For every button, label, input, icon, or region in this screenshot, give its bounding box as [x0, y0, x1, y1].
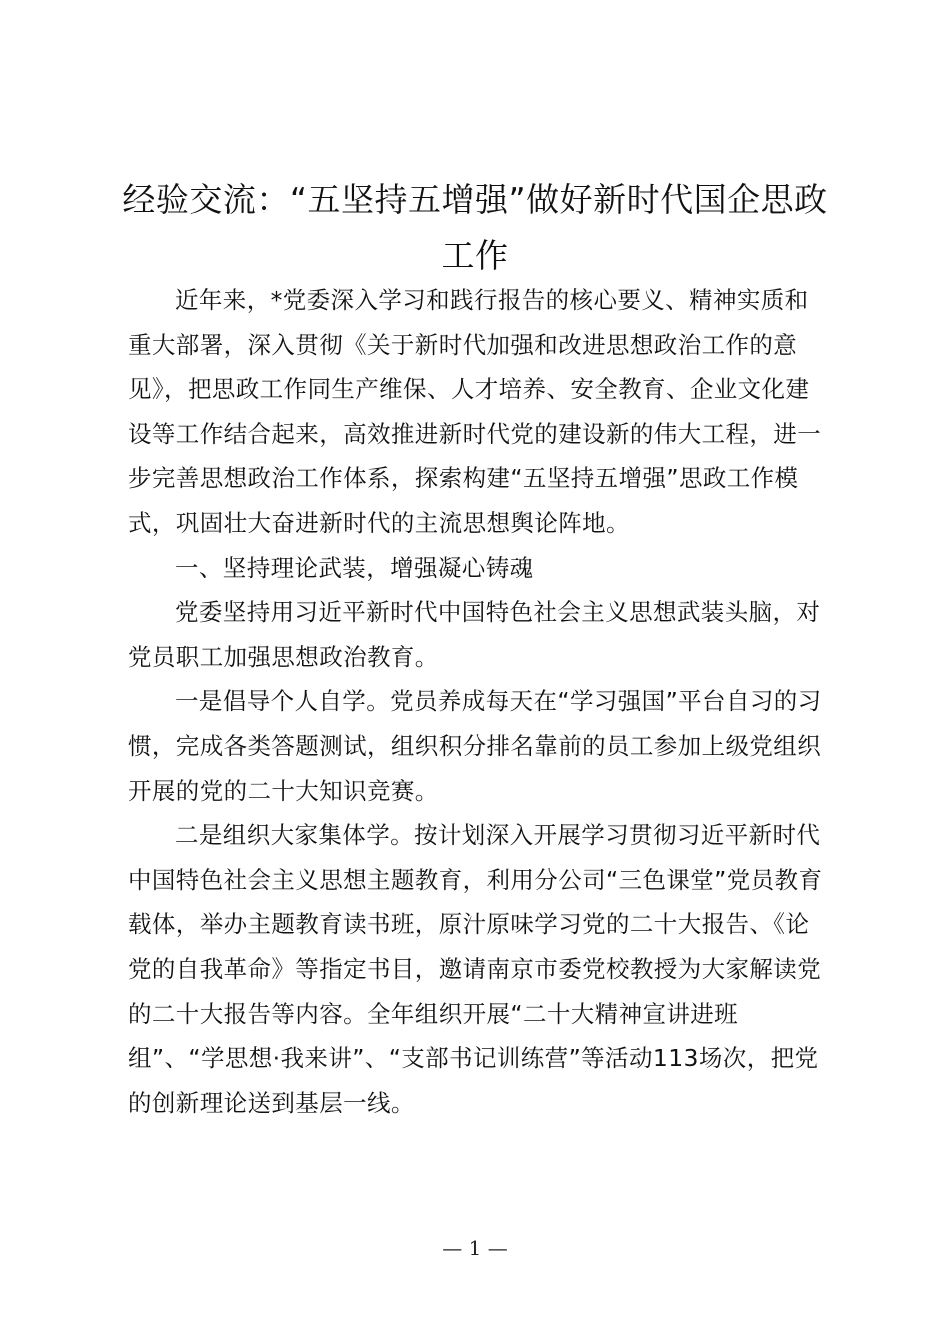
document-body — [128, 278, 828, 1125]
paragraph-intro: 近年来，*党委深入学习和践行报告的核心要义、精神实质和重大部署，深入贯彻《关于新时代加强和改进思想政治工作的意见》，把思政工作同生产维保、人才培养、安全教育、企业文化建设等工作结合起来，高效推进新时代党的建设新的伟大工程，进一步完善思想政治工作体系，探索构建“五坚持五增强”思政工作模式，巩固壮大奋进新时代的主流思想舆论阵地。 — [128, 286, 822, 537]
paragraph-section-summary: 党委坚持用习近平新时代中国特色社会主义思想武装头脑，对党员职工加强思想政治教育。 — [128, 598, 821, 671]
section-heading: 一、坚持理论武装，增强凝心铸魂 — [175, 553, 534, 582]
page-number: — 1 — — [442, 1236, 508, 1260]
document-title: 经验交流：“五坚持五增强”做好新时代国企思政工作 — [122, 180, 828, 275]
paragraph-group-study: 二是组织大家集体学。按计划深入开展学习贯彻习近平新时代中国特色社会主义思想主题教育，利用分公司“三色课堂”党员教育载体，举办主题教育读书班，原汁原味学习党的二十大报告、《论党的自我革命》等指定书目，邀请南京市委党校教授为大家解读党的二十大报告等内容。全年组织开展“二十大精神宣讲进班组”、“学思想·我来讲”、“支部书记训练营”等活动113场次，把党的创新理论送到基层一线。 — [128, 821, 823, 1117]
paragraph-self-study: 一是倡导个人自学。党员养成每天在“学习强国”平台自习的习惯，完成各类答题测试，组织积分排名靠前的员工参加上级党组织开展的党的二十大知识竞赛。 — [128, 687, 822, 805]
